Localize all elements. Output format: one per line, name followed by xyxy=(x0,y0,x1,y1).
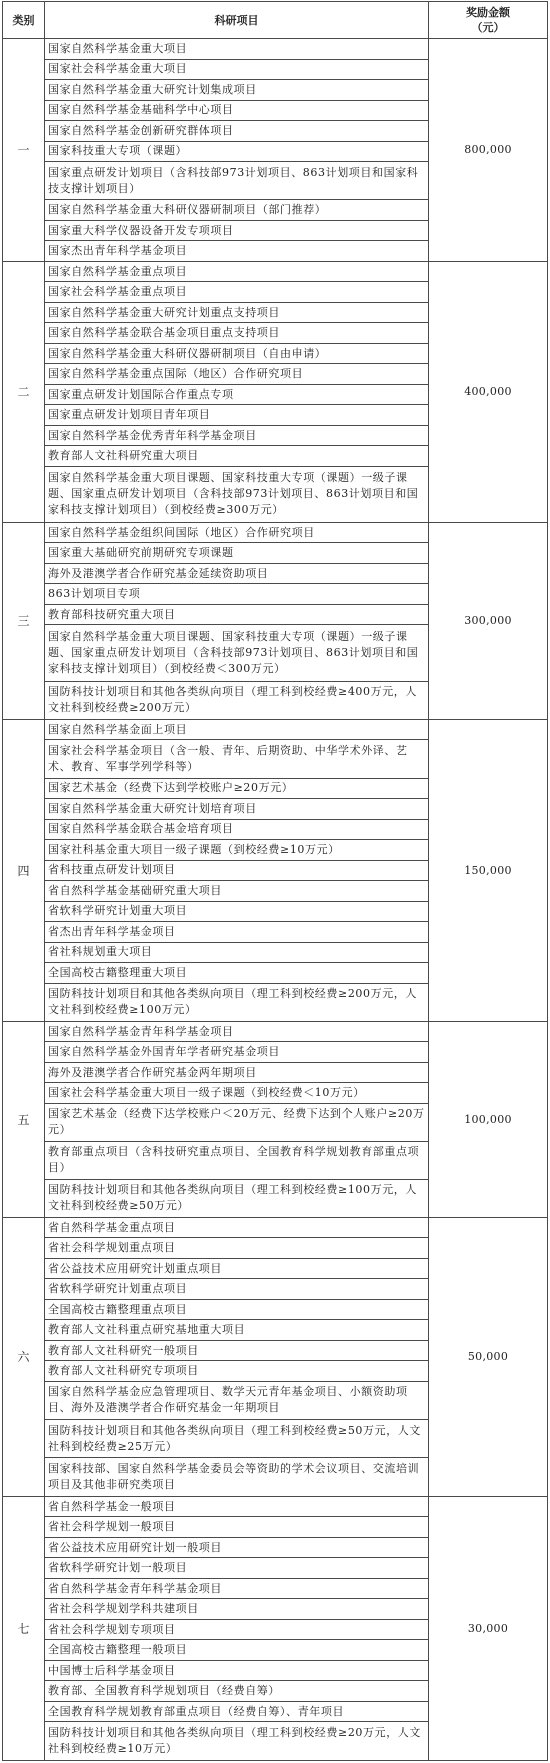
project-cell: 国防科技计划项目和其他各类纵向项目（理工科到校经费≥20万元，人文社科到校经费≥10万元） xyxy=(45,1722,429,1761)
project-cell: 国家自然科学基金重大项目课题、国家科技重大专项（课题）一级子课题、国家重点研发计划项目（含科技部973计划项目、863计划项目和国家科技支撑计划项目）（到校经费≥300万元） xyxy=(45,466,429,522)
header-amount xyxy=(429,2,548,39)
project-cell: 国家社科基金重大项目一级子课题（到校经费≥10万元） xyxy=(45,840,429,861)
project-cell: 省自然科学基金基础研究重大项目 xyxy=(45,881,429,902)
project-cell: 国家社会科学基金重点项目 xyxy=(45,282,429,303)
project-cell: 863计划项目专项 xyxy=(45,584,429,605)
amount-cell: 800,000 xyxy=(429,39,548,262)
project-cell: 国家科技部、国家自然科学基金委员会等资助的学术会议项目、交流培训项目及其他非研究类项目 xyxy=(45,1458,429,1496)
header-amount-line2: （元） xyxy=(471,21,505,34)
header-project: 科研项目 xyxy=(45,2,429,39)
table-row xyxy=(3,1021,548,1042)
amount-cell: 300,000 xyxy=(429,522,548,719)
project-cell: 全国教育科学规划教育部重点项目（经费自筹）、青年项目 xyxy=(45,1701,429,1722)
project-cell: 国家重点研发计划国际合作重点专项 xyxy=(45,384,429,405)
table-body xyxy=(3,39,548,1761)
project-cell: 省软科学研究计划重点项目 xyxy=(45,1279,429,1300)
project-cell: 全国高校古籍整理重大项目 xyxy=(45,963,429,984)
project-cell: 国家社会科学基金重大项目 xyxy=(45,59,429,80)
project-cell: 省自然科学基金一般项目 xyxy=(45,1496,429,1517)
project-cell: 全国高校古籍整理重点项目 xyxy=(45,1299,429,1320)
table-row xyxy=(3,719,548,740)
project-cell: 省公益技术应用研究计划一般项目 xyxy=(45,1537,429,1558)
project-cell: 省软科学研究计划重大项目 xyxy=(45,901,429,922)
category-cell: 四 xyxy=(3,719,45,1021)
project-cell: 国家社会科学基金重大项目一级子课题（到校经费＜10万元） xyxy=(45,1083,429,1104)
project-cell: 国家自然科学基金优秀青年科学基金项目 xyxy=(45,425,429,446)
project-cell: 国家艺术基金（经费下达学校账户＜20万元、经费下达到个人账户≥20万元） xyxy=(45,1103,429,1141)
project-cell: 全国高校古籍整理一般项目 xyxy=(45,1640,429,1661)
project-cell: 省社科规划重大项目 xyxy=(45,942,429,963)
category-cell: 七 xyxy=(3,1496,45,1760)
project-cell: 国家自然科学基金重大项目 xyxy=(45,39,429,60)
project-cell: 国家重大科学仪器设备开发专项项目 xyxy=(45,220,429,241)
project-cell: 省自然科学基金青年科学基金项目 xyxy=(45,1578,429,1599)
project-cell: 国家自然科学基金重大研究计划集成项目 xyxy=(45,80,429,101)
project-cell: 国家自然科学基金联合基金项目重点支持项目 xyxy=(45,323,429,344)
table-row xyxy=(3,261,548,282)
project-cell: 国家杰出青年科学基金项目 xyxy=(45,241,429,262)
project-cell: 省自然科学基金重点项目 xyxy=(45,1217,429,1238)
project-cell: 教育部人文社科研究专项项目 xyxy=(45,1361,429,1382)
table-row xyxy=(3,522,548,543)
project-cell: 国家重点研发计划项目青年项目 xyxy=(45,405,429,426)
project-cell: 国家自然科学基金重点国际（地区）合作研究项目 xyxy=(45,364,429,385)
project-cell: 教育部重点项目（含科技研究重点项目、全国教育科学规划教育部重点项目） xyxy=(45,1141,429,1179)
project-cell: 国防科技计划项目和其他各类纵向项目（理工科到校经费≥400万元，人文社科到校经费≥200万元） xyxy=(45,681,429,719)
project-cell: 国防科技计划项目和其他各类纵向项目（理工科到校经费≥50万元，人文社科到校经费≥25万元） xyxy=(45,1420,429,1458)
project-cell: 教育部、全国教育科学规划项目（经费自筹） xyxy=(45,1681,429,1702)
project-cell: 国防科技计划项目和其他各类纵向项目（理工科到校经费≥200万元，人文社科到校经费≥100万元） xyxy=(45,983,429,1021)
project-cell: 国家自然科学基金基础科学中心项目 xyxy=(45,100,429,121)
project-cell: 国家自然科学基金应急管理项目、数学天元青年基金项目、小额资助项目、海外及港澳学者合作研究基金一年期项目 xyxy=(45,1381,429,1419)
project-cell: 国家自然科学基金重点项目 xyxy=(45,261,429,282)
project-cell: 国家自然科学基金重大研究计划重点支持项目 xyxy=(45,302,429,323)
category-cell: 六 xyxy=(3,1217,45,1496)
project-cell: 国家重大基础研究前期研究专项课题 xyxy=(45,543,429,564)
amount-cell: 100,000 xyxy=(429,1021,548,1217)
project-cell: 省社会科学规划专项项目 xyxy=(45,1619,429,1640)
project-cell: 省科技重点研发计划项目 xyxy=(45,860,429,881)
category-cell: 二 xyxy=(3,261,45,522)
project-cell: 国防科技计划项目和其他各类纵向项目（理工科到校经费≥100万元，人文社科到校经费≥50万元） xyxy=(45,1179,429,1217)
project-cell: 教育部科技研究重大项目 xyxy=(45,604,429,625)
project-cell: 国家自然科学基金联合基金培育项目 xyxy=(45,819,429,840)
project-cell: 国家自然科学基金重大项目课题、国家科技重大专项（课题）一级子课题、国家重点研发计划项目（含科技部973计划项目、863计划项目和国家科技支撑计划项目）（到校经费＜300万元） xyxy=(45,625,429,681)
category-cell: 三 xyxy=(3,522,45,719)
project-cell: 国家自然科学基金组织间国际（地区）合作研究项目 xyxy=(45,522,429,543)
table-row xyxy=(3,1496,548,1517)
amount-cell: 400,000 xyxy=(429,261,548,522)
project-cell: 海外及港澳学者合作研究基金延续资助项目 xyxy=(45,563,429,584)
project-cell: 省社会科学规划重点项目 xyxy=(45,1238,429,1259)
project-cell: 教育部人文社科重点研究基地重大项目 xyxy=(45,1320,429,1341)
project-cell: 海外及港澳学者合作研究基金两年期项目 xyxy=(45,1062,429,1083)
project-cell: 国家社会科学基金项目（含一般、青年、后期资助、中华学术外译、艺术、教育、军事学列学科等） xyxy=(45,740,429,778)
header-row xyxy=(3,2,548,39)
amount-cell: 30,000 xyxy=(429,1496,548,1760)
project-cell: 省社会科学规划一般项目 xyxy=(45,1517,429,1538)
project-cell: 国家科技重大专项（课题） xyxy=(45,141,429,162)
project-cell: 国家自然科学基金重大科研仪器研制项目（部门推荐） xyxy=(45,200,429,221)
category-cell: 一 xyxy=(3,39,45,262)
project-cell: 国家自然科学基金重大研究计划培育项目 xyxy=(45,799,429,820)
header-category: 类别 xyxy=(3,2,45,39)
project-cell: 教育部人文社科研究重大项目 xyxy=(45,446,429,467)
project-cell: 教育部人文社科研究一般项目 xyxy=(45,1340,429,1361)
project-cell: 省软科学研究计划一般项目 xyxy=(45,1558,429,1579)
table-row xyxy=(3,39,548,60)
project-cell: 国家自然科学基金青年科学基金项目 xyxy=(45,1021,429,1042)
project-cell: 国家自然科学基金重大科研仪器研制项目（自由申请） xyxy=(45,343,429,364)
amount-cell: 50,000 xyxy=(429,1217,548,1496)
project-cell: 国家艺术基金（经费下达到学校账户≥20万元） xyxy=(45,778,429,799)
header-amount-line1: 奖励金额 xyxy=(466,6,510,19)
project-cell: 国家自然科学基金面上项目 xyxy=(45,719,429,740)
project-cell: 省杰出青年科学基金项目 xyxy=(45,922,429,943)
project-cell: 国家自然科学基金创新研究群体项目 xyxy=(45,121,429,142)
award-table xyxy=(2,1,548,1761)
project-cell: 国家重点研发计划项目（含科技部973计划项目、863计划项目和国家科技支撑计划项目） xyxy=(45,162,429,200)
amount-cell: 150,000 xyxy=(429,719,548,1021)
project-cell: 国家自然科学基金外国青年学者研究基金项目 xyxy=(45,1042,429,1063)
project-cell: 中国博士后科学基金项目 xyxy=(45,1660,429,1681)
project-cell: 省社会科学规划学科共建项目 xyxy=(45,1599,429,1620)
project-cell: 省公益技术应用研究计划重点项目 xyxy=(45,1258,429,1279)
table-row xyxy=(3,1217,548,1238)
category-cell: 五 xyxy=(3,1021,45,1217)
